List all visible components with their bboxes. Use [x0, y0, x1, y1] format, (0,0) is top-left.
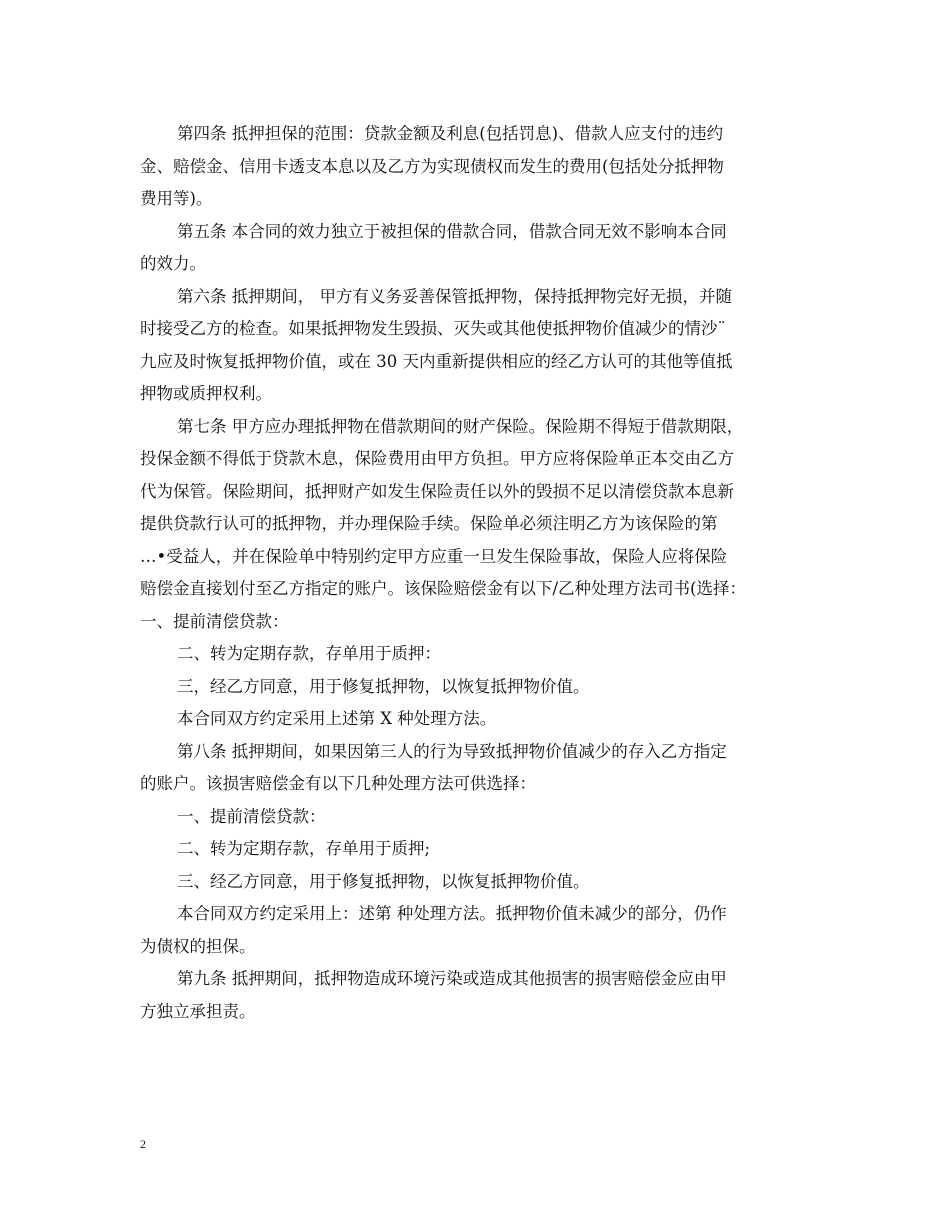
option-item-paragraph: [140, 833, 826, 866]
text-line: 投保金额不得低于贷款木息，保险费用由甲方负担。甲方应将保险单正本交由乙方: [140, 449, 734, 468]
text-line: 费用等)。: [140, 189, 213, 208]
article-4-paragraph: [140, 118, 826, 216]
page-number: 2: [140, 1137, 146, 1151]
text-line: 金、赔偿金、信用卡透支本息以及乙方为实现债权而发生的费用(包括处分抵押物: [140, 156, 724, 176]
text-line: 的效力。: [140, 254, 206, 273]
text-line: 押物或质押权利。: [140, 384, 272, 403]
text-line: 代为保管。保险期间，抵押财产如发生保险责任以外的毁损不足以清偿贷款本息新: [140, 481, 734, 501]
text-line: 第九条 抵押期间，抵押物造成环境污染或造成其他损害的损害赔偿金应由甲: [177, 969, 727, 988]
text-line: 一、提前清偿贷款：: [177, 806, 326, 826]
text-line: 提供贷款行认可的抵押物，并办理保险手续。保险单必须注明乙方为该保险的第: [140, 514, 718, 533]
option-item-paragraph: [140, 801, 826, 834]
text-line: 方独立承担责。: [140, 1001, 256, 1021]
text-line: 为债权的担保。: [140, 936, 256, 956]
text-line: 本合同双方约定采用上：述第 种处理方法。抵押物价值未减少的部分，仍作: [177, 904, 727, 923]
text-line: 本合同双方约定采用上述第 X 种处理方法。: [177, 709, 497, 728]
option-item-paragraph: [140, 638, 826, 671]
text-line: 第八条 抵押期间，如果因第三人的行为导致抵押物价值减少的存入乙方指定: [177, 741, 727, 761]
article-5-paragraph: [140, 216, 826, 281]
article-7-paragraph: [140, 411, 826, 639]
document-body: [140, 118, 826, 1028]
article-9-paragraph: [140, 963, 826, 1028]
article-6-paragraph: [140, 281, 826, 411]
text-line: 二、转为定期存款，存单用于质押;: [177, 839, 431, 858]
article-8-paragraph: [140, 736, 826, 801]
text-line: 二、转为定期存款，存单用于质押：: [177, 644, 441, 663]
text-line: 九应及时恢复抵押物价值，或在 30 天内重新提供相应的经乙方认可的其他等值抵: [140, 351, 733, 371]
agreement-paragraph: [140, 703, 826, 736]
text-line: 赔偿金直接划付至乙方指定的账户。该保险赔偿金有以下/乙种处理方法司书(选择：: [140, 579, 746, 598]
text-line: 时接受乙方的检查。如果抵押物发生毁损、灭失或其他使抵押物价值减少的情沙¨: [140, 319, 726, 338]
text-line: 第五条 本合同的效力独立于被担保的借款合同，借款合同无效不影响本合同: [177, 221, 727, 241]
text-line: 一、提前清偿贷款：: [140, 611, 289, 631]
option-item-paragraph: [140, 671, 826, 704]
option-item-paragraph: [140, 866, 826, 899]
agreement-paragraph: [140, 898, 826, 963]
text-line: 第四条 抵押担保的范围：贷款金额及利息(包括罚息)、借款人应支付的违约: [177, 124, 724, 143]
text-line: …•受益人，并在保险单中特别约定甲方应重一旦发生保险事故，保险人应将保险: [140, 546, 728, 566]
text-line: 第七条 甲方应办理抵押物在借款期间的财产保险。保险期不得短于借款期限，: [177, 416, 744, 436]
text-line: 三、经乙方同意，用于修复抵押物，以恢复抵押物价值。: [177, 871, 590, 891]
text-line: 三，经乙方同意，用于修复抵押物，以恢复抵押物价值。: [177, 676, 590, 696]
text-line: 第六条 抵押期间， 甲方有义务妥善保管抵押物，保持抵押物完好无损，并随: [177, 286, 732, 306]
text-line: 的账户。该损害赔偿金有以下几种处理方法可供选择：: [140, 774, 536, 793]
